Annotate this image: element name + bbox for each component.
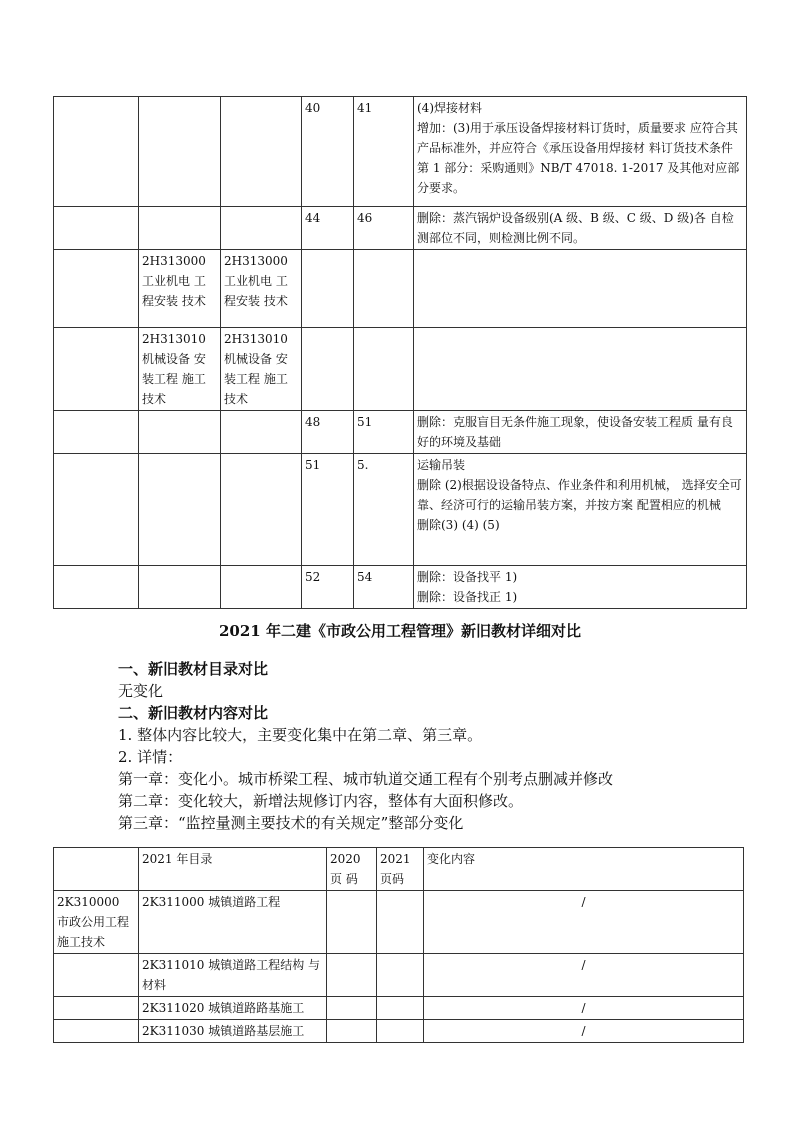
header-cell: 2021 年目录: [139, 848, 327, 891]
table-cell: [54, 954, 139, 997]
table-cell: [221, 97, 302, 207]
table-cell: [54, 454, 139, 566]
table-cell: 2H313010 机械设备 安装工程 施工技术: [221, 328, 302, 411]
table2-header-row: [54, 848, 744, 891]
change-content-line: 删除：蒸汽锅炉设备级别(A 级、B 级、C 级、D 级)各 自检测部位不同，则检测比例不同。: [417, 211, 734, 245]
table-cell: [54, 997, 139, 1020]
table-cell: [354, 250, 414, 328]
table-cell: [221, 566, 302, 609]
table-row: [54, 411, 747, 454]
page-title: 2021 年二建《市政公用工程管理》新旧教材详细对比: [219, 622, 581, 640]
header-cell: [54, 848, 139, 891]
table-row: [54, 997, 744, 1020]
table-cell: 51: [302, 454, 354, 566]
table-cell: [54, 250, 139, 328]
table-cell: [327, 891, 377, 954]
table-cell: [221, 411, 302, 454]
change-content-line: 运输吊装: [417, 458, 466, 472]
change-content-cell: /: [424, 954, 744, 997]
table-row: [54, 454, 747, 566]
change-content-cell: [414, 207, 747, 250]
change-content-line: 删除 (2)根据设设备特点、作业条件和利用机械， 选择安全可靠、经济可行的运输吊装方案，并按方案 配置相应的机械: [417, 478, 742, 512]
table-cell: [139, 411, 221, 454]
table-cell: 40: [302, 97, 354, 207]
detail-line-3: 第一章：变化小。城市桥梁工程、城市轨道交通工程有个别考点删减并修改: [118, 770, 614, 788]
detail-line-4: 第二章：变化较大，新增法规修订内容，整体有大面积修改。: [118, 792, 524, 810]
table-cell: [54, 1020, 139, 1043]
header-cell: 2020 页 码: [327, 848, 377, 891]
header-cell: 2021 页码: [377, 848, 424, 891]
table-row: [54, 207, 747, 250]
table-row: [54, 891, 744, 954]
table-row: [54, 250, 747, 328]
detail-line-2: 2. 详情：: [118, 748, 183, 766]
table-row: [54, 97, 747, 207]
table-cell: 2K311000 城镇道路工程: [139, 891, 327, 954]
change-content-line: 删除(3) (4) (5): [417, 518, 500, 532]
table-cell: 46: [354, 207, 414, 250]
table-row: [54, 328, 747, 411]
table-cell: 2K310000 市政公用工程 施工技术: [54, 891, 139, 954]
table-cell: [327, 954, 377, 997]
change-content-cell: [414, 411, 747, 454]
table-cell: [139, 97, 221, 207]
change-content-line: 增加：(3)用于承压设备焊接材料订货时，质量要求 应符合其产品标准外，并应符合《承压设备用焊接材 料订货技术条件第 1 部分：采购通则》NB/T 47018. 1-2017 及其他对应部分要求。: [417, 121, 740, 195]
table-cell: 2H313010 机械设备 安装工程 施工技术: [139, 328, 221, 411]
table-cell: [54, 566, 139, 609]
table2-body: [54, 848, 744, 1043]
table-cell: [54, 207, 139, 250]
table-cell: [221, 207, 302, 250]
change-content-cell: /: [424, 1020, 744, 1043]
table-row: [54, 1020, 744, 1043]
table-cell: 2H313000 工业机电 工程安装 技术: [221, 250, 302, 328]
change-content-line: 删除：设备找正 1): [417, 590, 518, 604]
change-content-line: 删除：设备找平 1): [417, 570, 518, 584]
change-content-cell: [414, 250, 747, 328]
table-cell: [54, 97, 139, 207]
table-cell: [139, 454, 221, 566]
change-content-line: 删除：克服盲目无条件施工现象，使设备安装工程质 量有良好的环境及基础: [417, 415, 733, 449]
change-content-cell: /: [424, 997, 744, 1020]
table-cell: 54: [354, 566, 414, 609]
table-cell: 52: [302, 566, 354, 609]
detail-line-1: 1. 整体内容比较大，主要变化集中在第二章、第三章。: [118, 726, 483, 744]
change-content-cell: [414, 454, 747, 566]
table-cell: [302, 250, 354, 328]
change-content-cell: [414, 328, 747, 411]
table-cell: [302, 328, 354, 411]
table-cell: [377, 954, 424, 997]
change-content-line: (4)焊接材料: [417, 101, 482, 115]
table-cell: 5.: [354, 454, 414, 566]
table-cell: [327, 1020, 377, 1043]
table-cell: 41: [354, 97, 414, 207]
section1-heading: 一、新旧教材目录对比: [118, 660, 269, 678]
table-cell: [377, 997, 424, 1020]
table1-body: [54, 97, 747, 609]
table-cell: 2K311020 城镇道路路基施工: [139, 997, 327, 1020]
table-cell: 51: [354, 411, 414, 454]
table-cell: 44: [302, 207, 354, 250]
table-cell: [377, 891, 424, 954]
table-cell: 2H313000 工业机电 工程安装 技术: [139, 250, 221, 328]
table-cell: 2K311010 城镇道路工程结构 与材料: [139, 954, 327, 997]
table-cell: [377, 1020, 424, 1043]
section2-heading: 二、新旧教材内容对比: [118, 704, 269, 722]
municipal-comparison-table: [53, 847, 744, 1043]
table-cell: [327, 997, 377, 1020]
table-cell: 2K311030 城镇道路基层施工: [139, 1020, 327, 1043]
table-cell: [139, 566, 221, 609]
detail-line-5: 第三章：“监控量测主要技术的有关规定”整部分变化: [118, 814, 464, 832]
table-cell: [54, 411, 139, 454]
change-content-cell: [414, 566, 747, 609]
section1-body: 无变化: [118, 682, 164, 700]
change-content-cell: /: [424, 891, 744, 954]
table-cell: [54, 328, 139, 411]
change-content-cell: [414, 97, 747, 207]
table-cell: [354, 328, 414, 411]
table-cell: [221, 454, 302, 566]
table-row: [54, 954, 744, 997]
table-cell: [139, 207, 221, 250]
comparison-table-continued: [53, 96, 747, 609]
intro-section: [118, 658, 758, 834]
table-row: [54, 566, 747, 609]
header-cell: 变化内容: [424, 848, 744, 891]
table-cell: 48: [302, 411, 354, 454]
